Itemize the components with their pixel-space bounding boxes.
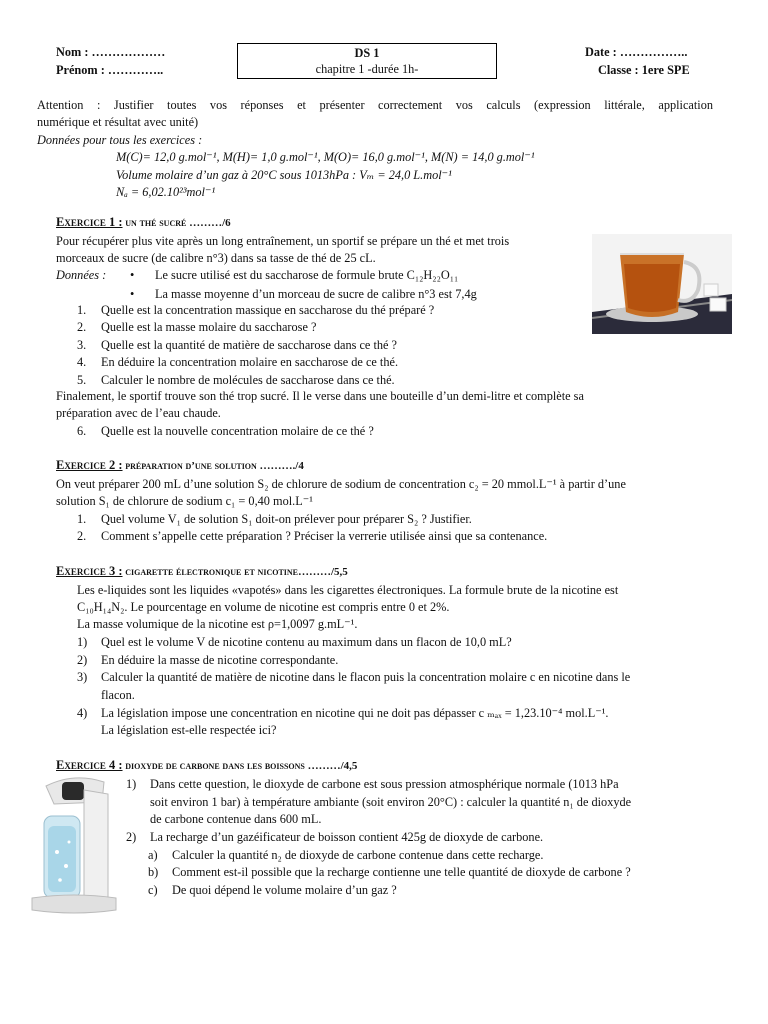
ex3-q3-cont: flacon.: [101, 688, 135, 702]
prenom-field: Prénom : …………..: [56, 63, 164, 77]
ex1-q1: 1. Quelle est la concentration massique en saccharose du thé préparé ?: [77, 303, 435, 317]
page-subtitle: chapitre 1 -durée 1h-: [315, 62, 419, 76]
classe-field: Classe : 1ere SPE: [598, 63, 690, 77]
ex1-d1: Le sucre utilisé est du saccharose de formule brute C₁₂H₂₂O₁₁: [155, 268, 459, 282]
ex3-p2: C₁₀H₁₄N₂. Le pourcentage en volume de nicotine est compris entre 0 et 2%.: [77, 600, 450, 614]
ex2-title: [56, 457, 304, 476]
ex2-p2: solution S₁ de chlorure de sodium c₁ = 0,40 mol.L⁻¹: [56, 494, 313, 508]
title-box: [237, 43, 497, 79]
ex3-p3: La masse volumique de la nicotine est ρ=1,0097 g.mL⁻¹.: [77, 617, 358, 631]
ex1-donnees: Données :: [56, 268, 107, 282]
ex3-heading: cigarette électronique et nicotine………/5,5: [122, 566, 348, 578]
molar-masses: M(C)= 12,0 g.mol⁻¹, M(H)= 1,0 g.mol⁻¹, M(O)= 16,0 g.mol⁻¹, M(N) = 14,0 g.mol⁻¹: [116, 150, 535, 164]
ex1-title: [56, 214, 231, 233]
ex1-q2: 2. Quelle est la masse molaire du saccharose ?: [77, 320, 317, 334]
bullet: •: [130, 287, 135, 301]
ex4-q2: 2) La recharge d’un gazéificateur de boisson contient 425g de dioxyde de carbone.: [126, 830, 544, 844]
bullet: •: [130, 268, 135, 282]
tea-cup-image: [592, 234, 732, 334]
nom-field: Nom : ………………: [56, 45, 166, 59]
ex3-p1: Les e-liquides sont les liquides «vapotés» dans les cigarettes électroniques. La formule brute de la nicotine est: [77, 583, 619, 597]
ex3-title: [56, 563, 348, 582]
ex3-q4-cont: La législation est-elle respectée ici?: [101, 723, 277, 737]
ex3-q4: 4) La législation impose une concentration en nicotine qui ne doit pas dépasser c ₘₐₓ = 1,23.10⁻⁴ mol.L⁻¹.: [77, 706, 609, 720]
ex1-q4: 4. En déduire la concentration molaire en saccharose de ce thé.: [77, 355, 399, 369]
ex1-p3: Finalement, le sportif trouve son thé trop sucré. Il le verse dans une bouteille d’un demi-litre et complète sa: [56, 389, 584, 403]
ex1-q3: 3. Quelle est la quantité de matière de saccharose dans ce thé ?: [77, 338, 398, 352]
ex1-label: Exercice 1 :: [56, 215, 123, 229]
avogadro: Nₐ = 6,02.10²³mol⁻¹: [116, 185, 216, 199]
ex2-q1: 1. Quel volume V₁ de solution S₁ doit-on prélever pour préparer S₂ ? Justifier.: [77, 512, 472, 526]
ex1-p4: préparation avec de l’eau chaude.: [56, 406, 221, 420]
ex1-d2: La masse moyenne d’un morceau de sucre de calibre n°3 est 7,4g: [155, 287, 477, 301]
ex4-q1-l3: de carbone contenue dans 600 mL.: [150, 812, 322, 826]
ex2-heading: préparation d’une solution ………./4: [122, 460, 304, 472]
ex3-label: Exercice 3 :: [56, 564, 123, 578]
page-title: DS 1: [354, 46, 380, 60]
ex2-label: Exercice 2 :: [56, 458, 123, 472]
ex4-q1: 1) Dans cette question, le dioxyde de carbone est sous pression atmosphérique normale (1013 hPa: [126, 777, 619, 791]
ex4-label: Exercice 4 :: [56, 758, 123, 772]
ex4-q1-l2: soit environ 1 bar) à température ambiante (soit environ 20°C) : calculer la quantité n₁ de dioxyde: [150, 795, 632, 809]
ex1-q5: 5. Calculer le nombre de molécules de saccharose dans ce thé.: [77, 373, 395, 387]
ex3-q2: 2) En déduire la masse de nicotine correspondante.: [77, 653, 339, 667]
donnees-title: Données pour tous les exercices :: [37, 133, 203, 147]
attention-line2: numérique et résultat avec unité): [37, 115, 199, 129]
attention-line1: Attention : Justifier toutes vos réponses et présenter correctement vos calculs (expression littérale, application: [37, 98, 713, 112]
ex2-p1: On veut préparer 200 mL d’une solution S₂ de chlorure de sodium de concentration c₂ = 20 mmol.L⁻¹ à partir d’une: [56, 477, 626, 491]
ex1-p1: Pour récupérer plus vite après un long entraînement, un sportif se prépare un thé et met trois: [56, 234, 510, 248]
ex1-p2: morceaux de sucre (de calibre n°3) dans sa tasse de thé de 25 cL.: [56, 251, 376, 265]
molar-volume: Volume molaire d’un gaz à 20°C sous 1013hPa : Vₘ = 24,0 L.mol⁻¹: [116, 168, 452, 182]
ex4-heading: dioxyde de carbone dans les boissons ………/4,5: [122, 760, 358, 772]
ex3-q1: 1) Quel est le volume V de nicotine contenu au maximum dans un flacon de 10,0 mL?: [77, 635, 512, 649]
ex4-qc: c) De quoi dépend le volume molaire d’un gaz ?: [148, 883, 397, 897]
soda-machine-image: [24, 772, 124, 918]
ex4-qa: a) Calculer la quantité n₂ de dioxyde de carbone contenue dans cette recharge.: [148, 848, 544, 862]
ex4-qb: b) Comment est-il possible que la recharge contienne une telle quantité de dioxyde de carbone ?: [148, 865, 631, 879]
ex1-q6: 6. Quelle est la nouvelle concentration molaire de ce thé ?: [77, 424, 374, 438]
date-field: Date : ……………..: [585, 45, 688, 59]
ex2-q2: 2. Comment s’appelle cette préparation ? Préciser la verrerie utilisée ainsi que sa contenance.: [77, 529, 548, 543]
ex3-q3: 3) Calculer la quantité de matière de nicotine dans le flacon puis la concentration molaire c en nicotine dans le: [77, 670, 631, 684]
ex1-heading: un thé sucré ………/6: [122, 217, 231, 229]
